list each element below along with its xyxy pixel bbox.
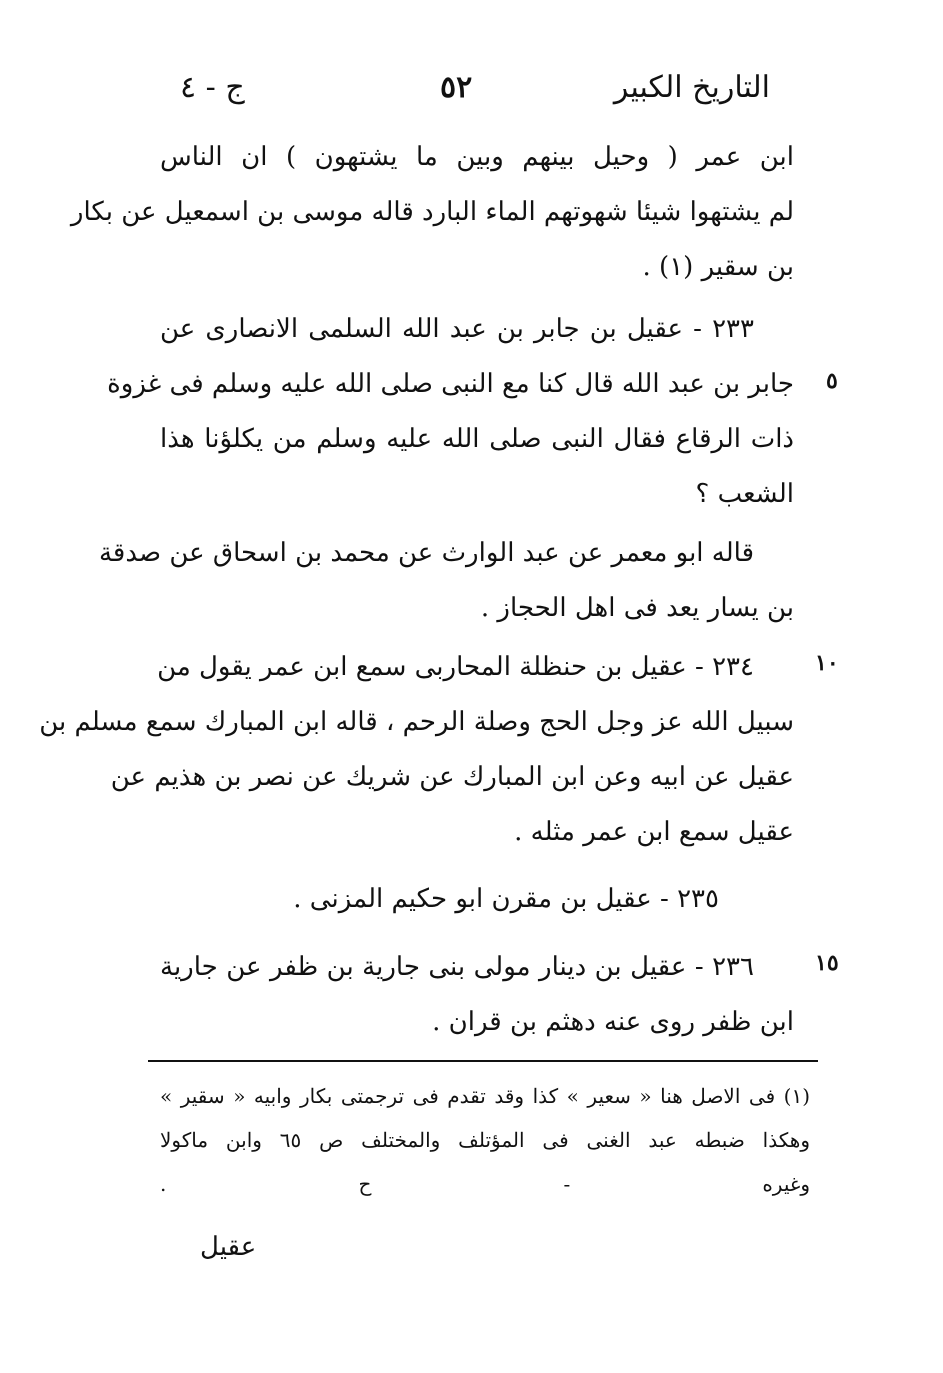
line-number-5: ٥ — [826, 368, 838, 394]
entry-234 — [39, 640, 794, 860]
text-line: ذات الرقاع فقال النبى صلى الله عليه وسلم من يكلؤنا هذا — [160, 424, 794, 454]
paragraph-continuation — [70, 130, 794, 295]
text-line: بن يسار يعد فى اهل الحجاز . — [480, 593, 794, 623]
text-line: ٢٣٣ - عقيل بن جابر بن عبد الله السلمى الانصارى عن — [160, 314, 754, 344]
catchword: عقيل — [200, 1232, 257, 1262]
line-number-15: ١٥ — [815, 950, 839, 976]
text-line: ابن عمر ( وحيل بينهم وبين ما يشتهون ) ان الناس — [160, 142, 794, 172]
page-header — [170, 70, 770, 120]
book-title: التاريخ الكبير — [613, 70, 770, 105]
text-line: سبيل الله عز وجل الحج وصلة الرحم ، قاله ابن المبارك سمع مسلم بن — [39, 707, 794, 737]
text-line: ابن ظفر روى عنه دهثم بن قران . — [432, 1007, 794, 1037]
footnote-line: وغيره - ح . — [160, 1172, 810, 1196]
line-number-10: ١٠ — [815, 650, 839, 676]
text-line: قاله ابو معمر عن عبد الوارث عن محمد بن اسحاق عن صدقة — [98, 538, 754, 568]
entry-233 — [107, 302, 794, 522]
text-line: ٢٣٤ - عقيل بن حنظلة المحاربى سمع ابن عمر يقول من — [157, 652, 754, 682]
text-line: لم يشتهوا شيئا شهوتهم الماء البارد قاله موسى بن اسمعيل عن بكار — [70, 197, 794, 227]
footnote-line: (١) فى الاصل هنا « سعير » كذا وقد تقدم فى ترجمتى بكار وابيه « سقير » — [160, 1084, 810, 1108]
text-line: ٢٣٦ - عقيل بن دينار مولى بنى جارية بن ظفر عن جارية — [160, 952, 754, 982]
entry-235 — [160, 872, 794, 927]
entry-236 — [160, 940, 794, 1050]
text-line: ٢٣٥ - عقيل بن مقرن ابو حكيم المزنى . — [293, 884, 719, 914]
footnote-line: وهكذا ضبطه عبد الغنى فى المؤتلف والمختلف ص ٦٥ وابن ماكولا — [160, 1128, 810, 1152]
text-line: بن سقير (١) . — [642, 252, 794, 282]
entry-233-source — [98, 526, 794, 636]
footnote-divider — [148, 1060, 818, 1062]
text-line: عقيل سمع ابن عمر مثله . — [514, 817, 794, 847]
volume-label: ج - ٤ — [180, 70, 245, 105]
text-line: عقيل عن ابيه وعن ابن المبارك عن شريك عن نصر بن هذيم عن — [110, 762, 794, 792]
footnote — [160, 1074, 810, 1206]
page-number: ٥٢ — [440, 70, 473, 105]
text-line: الشعب ؟ — [695, 479, 794, 509]
text-line: جابر بن عبد الله قال كنا مع النبى صلى الله عليه وسلم فى غزوة — [107, 369, 794, 399]
